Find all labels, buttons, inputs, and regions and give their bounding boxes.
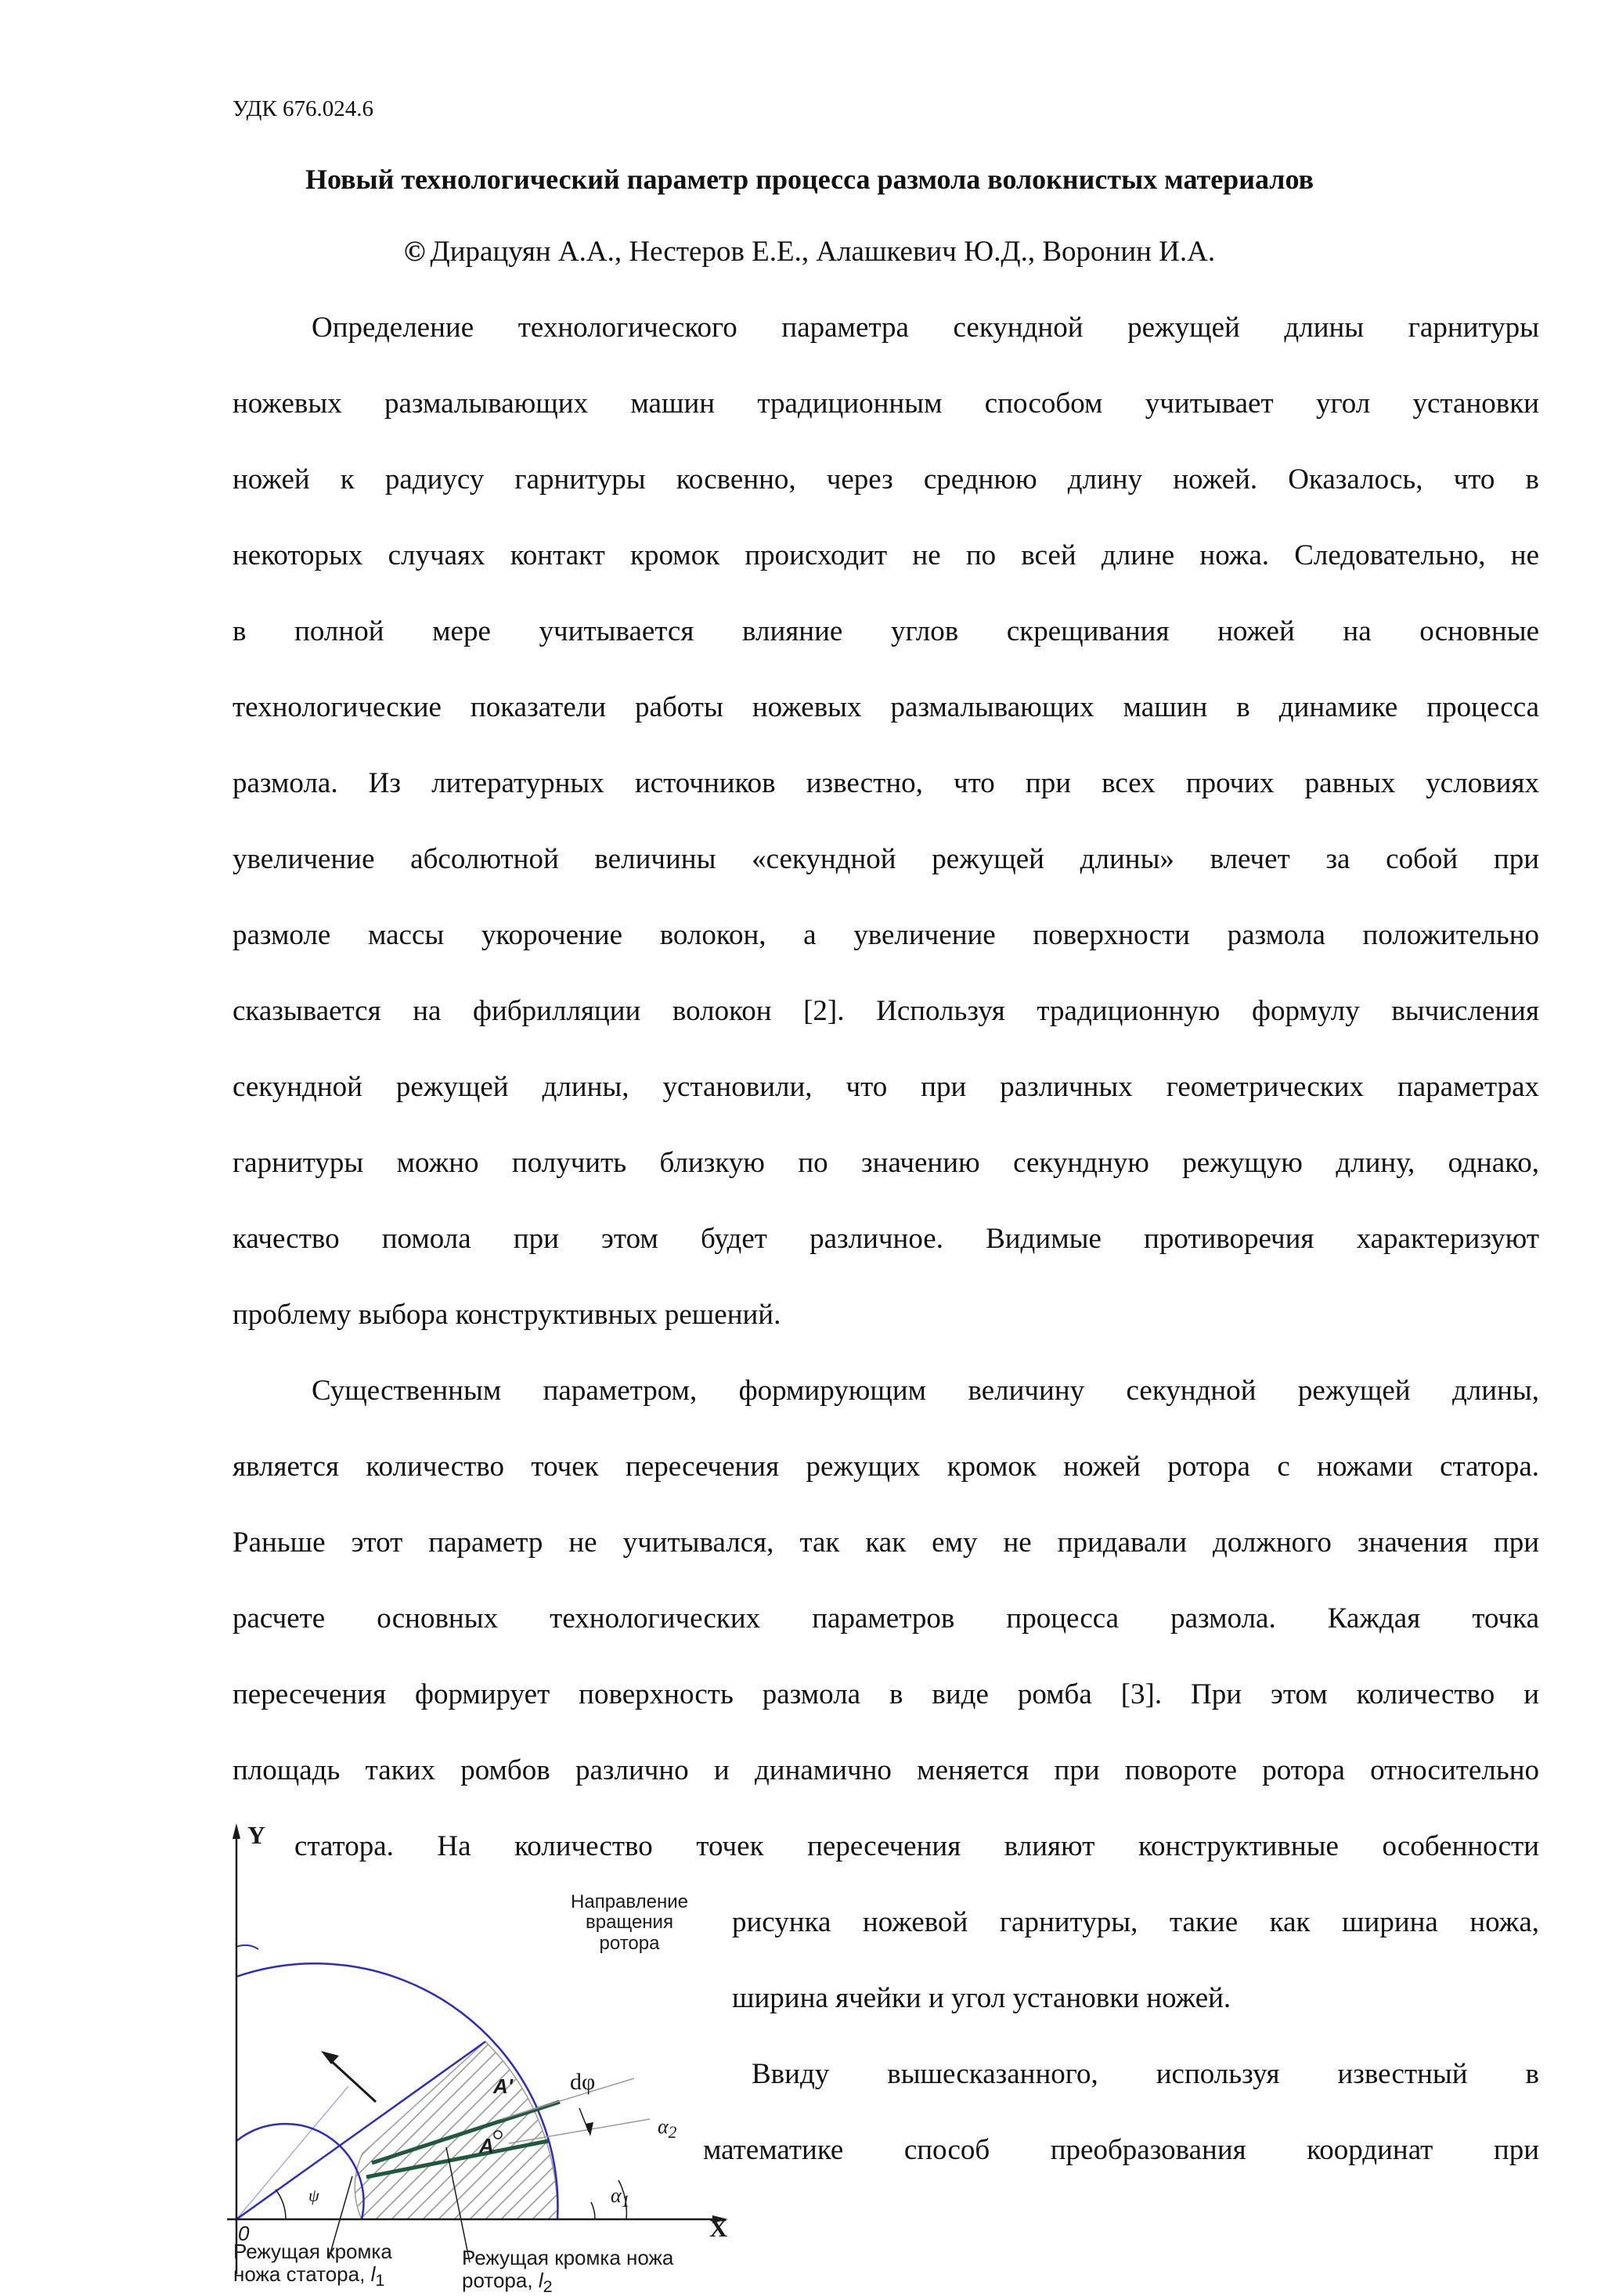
body-line: секундной режущей длины, установили, что при различных геометрических параметрах (233, 1071, 1539, 1103)
body-line: Определение технологического параметра секундной режущей длины гарнитуры (312, 312, 1539, 344)
authors-line (0, 235, 1619, 269)
hatch-line (211, 1992, 274, 2227)
hatch-line (572, 1992, 744, 2227)
hatch-line (650, 1992, 744, 2227)
body-line: проблему выбора конструктивных решений. (233, 1299, 781, 1331)
body-line: ножей к радиусу гарнитуры косвенно, через среднюю длину ножей. Оказалось, что в (233, 463, 1539, 496)
rotation-arrow-icon (321, 2051, 339, 2064)
body-line: рисунка ножевой гарнитуры, такие как ширина ножа, (732, 1906, 1539, 1938)
hatch-line (697, 1992, 744, 2227)
rotor-edge-text: ротора, (462, 2268, 533, 2292)
diagram-drawing (211, 1820, 744, 2288)
body-line: расчете основных технологических параметров процесса размола. Каждая точка (233, 1602, 1539, 1635)
body-line: гарнитуры можно получить близкую по значению секундную режущую длину, однако, (233, 1147, 1539, 1179)
alpha2-symbol: α (658, 2115, 669, 2138)
body-line: увеличение абсолютной величины «секундной режущей длины» влечет за собой при (233, 843, 1539, 875)
stator-edge-text: ножа статора, (233, 2262, 366, 2286)
body-line: математике способ преобразования координат при (703, 2134, 1539, 2166)
psi-angle-arc (276, 2190, 286, 2219)
hatch-line (681, 1992, 744, 2227)
hatch-line (618, 1992, 744, 2227)
stator-symbol: l (370, 2262, 376, 2286)
guide-line (236, 2086, 348, 2219)
body-line: является количество точек пересечения режущих кромок ножей ротора с ножами статора. (233, 1451, 1539, 1483)
body-line: размоле массы укорочение волокон, а увеличение поверхности размола положительно (233, 919, 1539, 951)
origin-label: 0 (238, 2222, 250, 2245)
alpha1-angle-arc (591, 2202, 595, 2219)
body-line: размола. Из литературных источников известно, что при всех прочих равных условиях (233, 767, 1539, 799)
point-a-prime-label: A' (493, 2074, 513, 2098)
rotation-direction-label (561, 1892, 698, 1954)
alpha2-label (658, 2116, 676, 2143)
authors-names: Дирацуян А.А., Нестеров Е.Е., Алашкевич Ю.Д., Воронин И.А. (430, 236, 1216, 268)
body-line: площадь таких ромбов различно и динамично меняется при повороте ротора относительно (233, 1754, 1539, 1786)
stator-edge-label (233, 2240, 392, 2290)
x-axis-label: X (709, 2214, 728, 2242)
udc-code: УДК 676.024.6 (233, 96, 373, 121)
hatch-line (634, 1992, 744, 2227)
rotor-symbol-sub: 2 (543, 2276, 553, 2296)
rotor-symbol: l (538, 2268, 543, 2292)
body-line: статора. На количество точек пересечения влияют конструктивные особенности (294, 1830, 1539, 1862)
body-line: сказывается на фибрилляции волокон [2]. Используя традиционную формулу вычисления (233, 995, 1539, 1027)
rotation-arrow-shaft (329, 2059, 376, 2102)
rotation-direction-line: ротора (599, 1932, 660, 1954)
dphi-label: dφ (570, 2069, 596, 2095)
intersection-point (494, 2131, 502, 2139)
hatch-line (540, 1992, 744, 2227)
body-line: качество помола при этом будет различное. Видимые противоречия характеризуют (233, 1223, 1539, 1255)
stator-symbol-sub: 1 (375, 2269, 385, 2290)
rotor-edge-line (462, 2269, 673, 2296)
rotation-direction-line: Направление (571, 1891, 688, 1912)
copyright-sign: © (403, 236, 426, 268)
body-line: ножевых размалывающих машин традиционным способом учитывает угол установки (233, 387, 1539, 420)
hatch-line (211, 1992, 352, 2227)
rotation-direction-line: вращения (586, 1912, 673, 1934)
stator-edge-line (233, 2263, 392, 2290)
alpha2-subscript: 2 (668, 2123, 677, 2143)
rotor-stator-diagram (211, 1820, 744, 2296)
hatch-line (211, 1992, 305, 2227)
body-line: ширина ячейки и угол установки ножей. (732, 1982, 1231, 2014)
body-line: Раньше этот параметр не учитывался, так как ему не придавали должного значения при (233, 1526, 1539, 1559)
body-line: некоторых случаях контакт кромок происходит не по всей длине ножа. Следовательно, не (233, 539, 1539, 571)
body-line: пересечения формирует поверхность размола в виде ромба [3]. При этом количество и (233, 1678, 1539, 1710)
hatch-line (211, 1992, 258, 2227)
body-line: Ввиду вышесказанного, используя известный в (752, 2058, 1539, 2090)
point-a-label: A (479, 2134, 494, 2157)
hatch-line (556, 1992, 744, 2227)
y-axis-arrow-icon (233, 1823, 240, 1839)
alpha1-subscript: 1 (621, 2192, 630, 2211)
hatch-line (211, 1992, 368, 2227)
hatch-line (211, 1992, 243, 2227)
rotor-edge-label (462, 2247, 673, 2296)
rotor-edge-line: Режущая кромка ножа (462, 2246, 674, 2269)
hatch-line (665, 1992, 744, 2227)
body-line: в полной мере учитывается влияние углов скрещивания ножей на основные (233, 615, 1539, 647)
psi-label: ψ (308, 2186, 319, 2205)
hatch-line (712, 1992, 744, 2227)
body-line: Существенным параметром, формирующим величину секундной режущей длины, (312, 1375, 1539, 1407)
outer-ring-stub (236, 1945, 258, 1949)
hatch-line (728, 1992, 744, 2227)
alpha1-symbol: α (611, 2184, 622, 2207)
hatch-line (211, 1992, 321, 2227)
alpha1-label (611, 2185, 629, 2211)
hatched-sector (211, 1992, 744, 2227)
body-line: технологические показатели работы ножевых размалывающих машин в динамике процесса (233, 691, 1539, 723)
y-axis-label: Y (247, 1821, 266, 1849)
hatch-line (211, 1992, 227, 2227)
stator-edge-line: Режущая кромка (233, 2240, 392, 2263)
article-title: Новый технологический параметр процесса размола волокнистых материалов (305, 164, 1314, 195)
